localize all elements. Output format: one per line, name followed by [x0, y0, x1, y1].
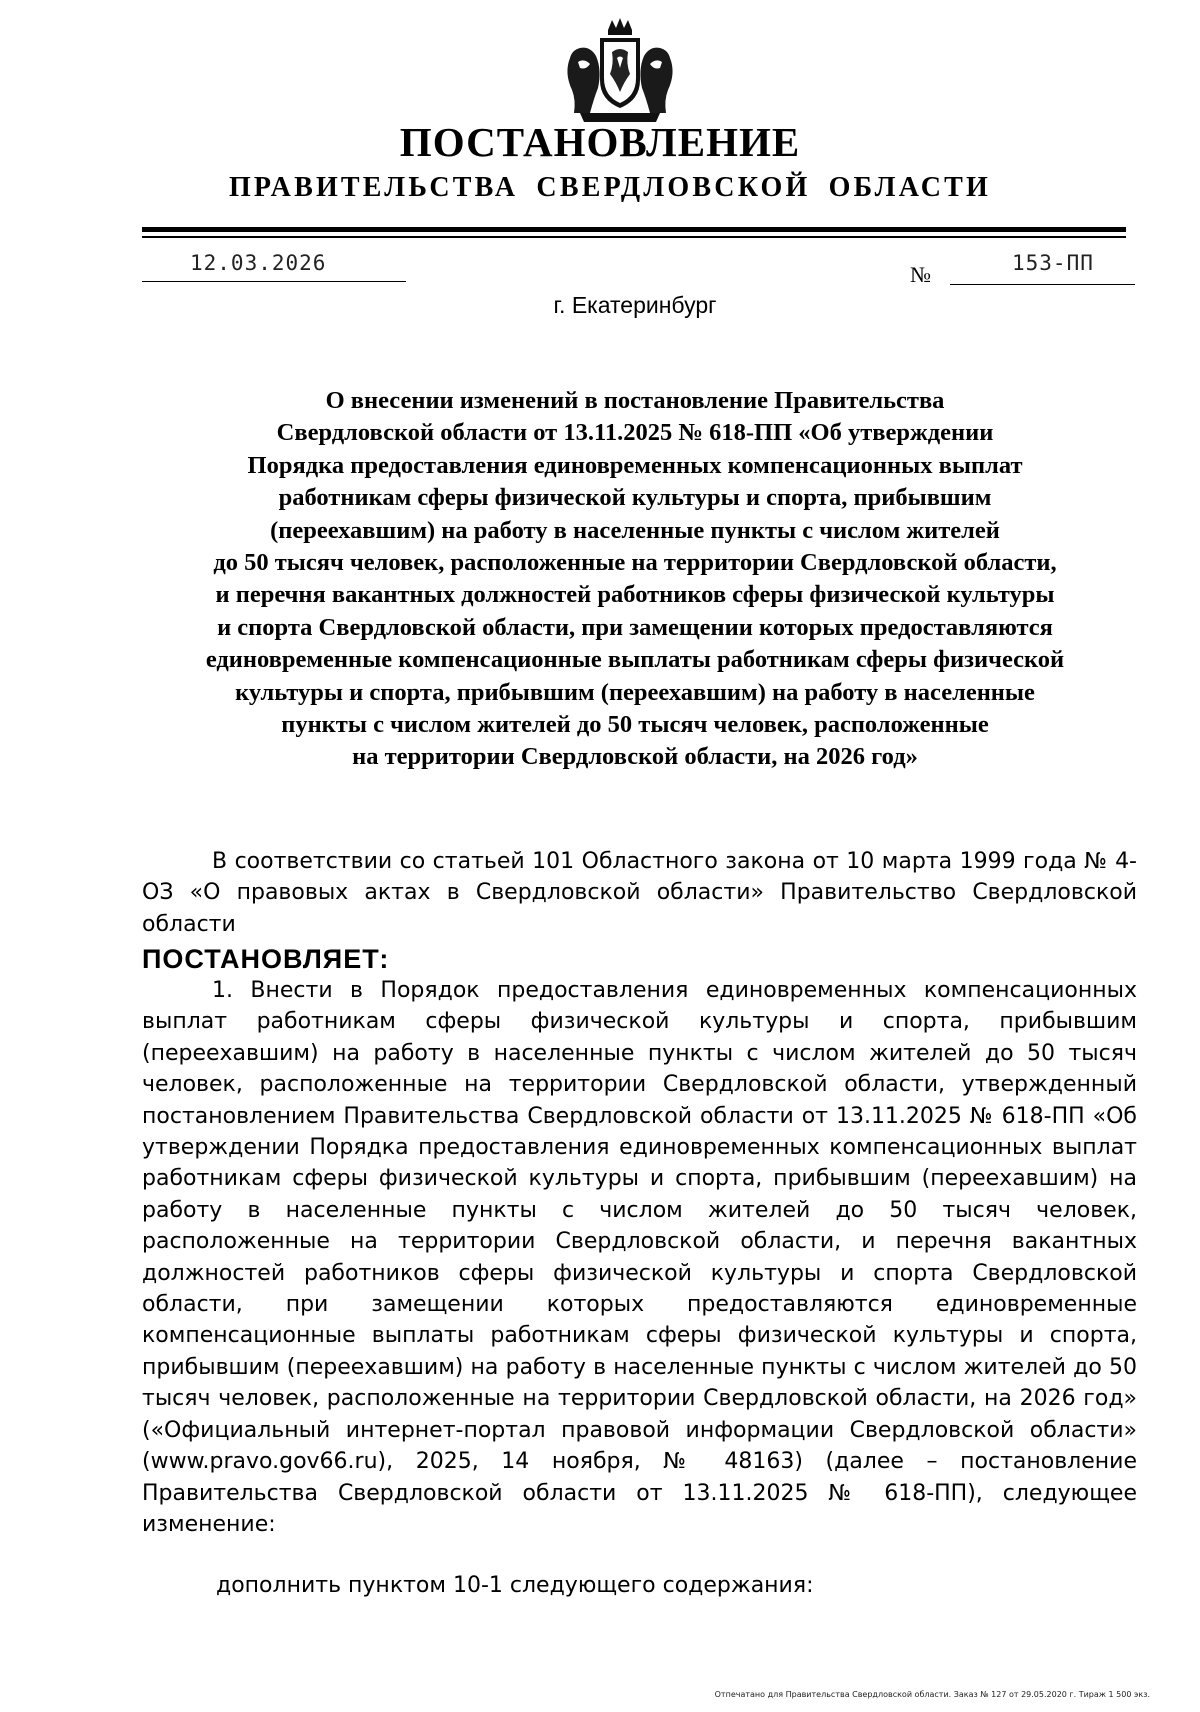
coat-of-arms-emblem [560, 18, 680, 123]
print-imprint: Отпечатано для Правительства Свердловской области. Заказ № 127 от 29.05.2020 г. Тираж 1 500 экз. [714, 1690, 1150, 1699]
document-date: 12.03.2026 [190, 251, 327, 275]
header-divider-thin [142, 236, 1126, 238]
number-sign: № [910, 262, 931, 287]
document-type-title: ПОСТАНОВЛЕНИЕ [399, 119, 801, 165]
header-divider-thick [142, 227, 1126, 232]
amendment-intro-paragraph: дополнить пунктом 10-1 следующего содержания: [216, 1573, 814, 1598]
clause-1-paragraph: 1. Внести в Порядок предоставления единовременных компенсационных выплат работникам сферы физической культуры и спорта, прибывшим (переехавшим) на работу в населенные пункты с числом жителей до 50 тысяч человек, расположенные на территории Свердловской области, утвержденный постановлением Правительства Свердловской области от 13.11.2025 № 618-ПП «Об утверждении Порядка предоставления единовременных компенсационных выплат работникам сферы физической культуры и спорта, прибывшим (переехавшим) на работу в населенные пункты с числом жителей до 50 тысяч человек, расположенные на территории Свердловской области, и перечня вакантных должностей работников сферы физической культуры и спорта Свердловской области, при замещении которых предоставляются единовременные компенсационные выплаты работникам сферы физической культуры и спорта, прибывшим (переехавшим) на работу в населенные пункты с числом жителей до 50 тысяч человек, расположенные на территории Свердловской области, на 2026 год» («Официальный интернет-портал правовой информации Свердловской области» (www.pravo.gov66.ru), 2025, 14 ноября, № 48163) (далее – постановление Правительства Свердловской области от 13.11.2025 № 618-ПП), следующее изменение: [142, 978, 1137, 1537]
city-location: г. Екатеринбург [553, 292, 717, 318]
preamble-paragraph: В соответствии со статьей 101 Областного закона от 10 марта 1999 года № 4-ОЗ «О правовых актах в Свердловской области» Правительство Свердловской области [142, 849, 1137, 937]
document-number: 153-ПП [1012, 251, 1094, 275]
issuer-title: ПРАВИТЕЛЬСТВА СВЕРДЛОВСКОЙ ОБЛАСТИ [228, 172, 992, 203]
number-underline [950, 284, 1135, 285]
resolves-heading: ПОСТАНОВЛЯЕТ: [142, 944, 390, 974]
document-heading: О внесении изменений в постановление Правительства Свердловской области от 13.11.2025 № 618-ПП «Об утверждении Порядка предоставления единовременных компенсационных выплат работникам сферы физической культуры и спорта, прибывшим (переехавшим) на работу в населенные пункты с числом жителей до 50 тысяч человек, расположенные на территории Свердловской области, и перечня вакантных должностей работников сферы физической культуры и спорта Свердловской области, при замещении которых предоставляются единовременные компенсационные выплаты работникам сферы физической культуры и спорта, прибывшим (переехавшим) на работу в населенные пункты с числом жителей до 50 тысяч человек, расположенные на территории Свердловской области, на 2026 год» [205, 387, 1065, 771]
date-underline [142, 281, 406, 282]
